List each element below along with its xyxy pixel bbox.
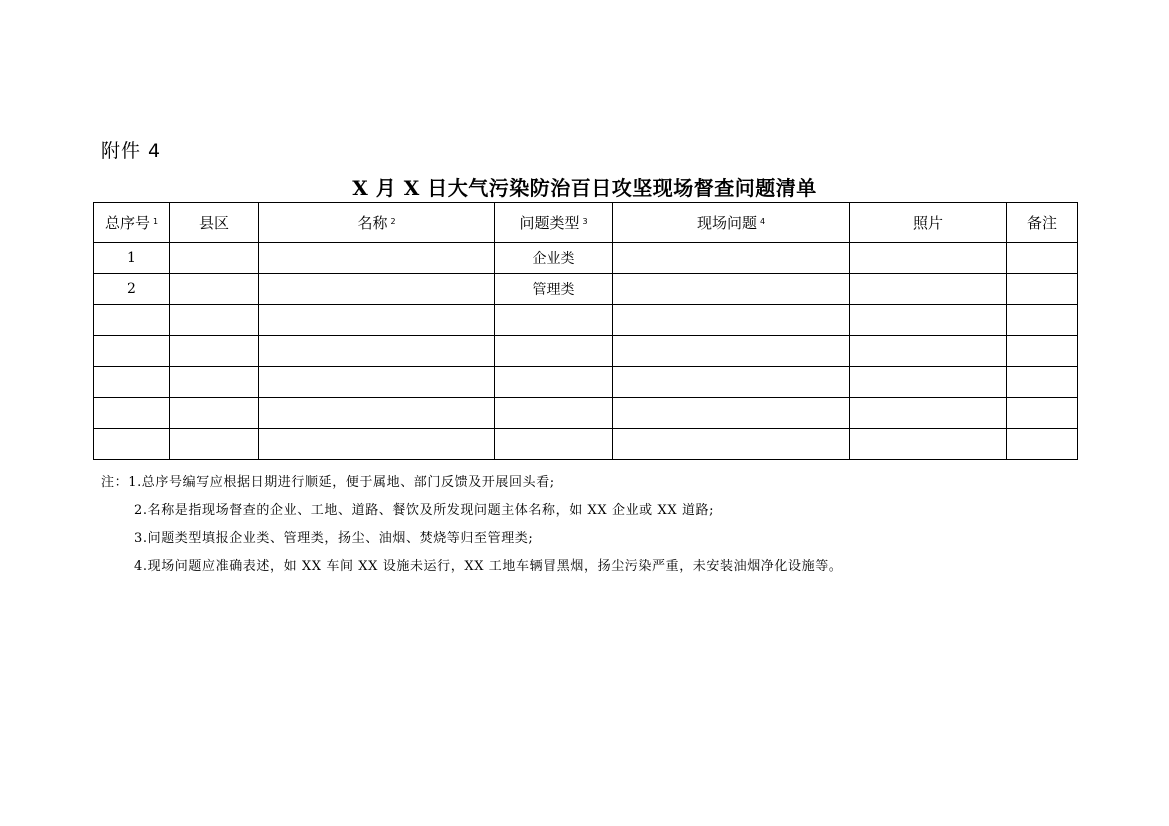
cell-issue-type[interactable]	[495, 429, 613, 460]
table-row	[94, 336, 1078, 367]
table-row	[94, 243, 1078, 274]
cell-name[interactable]	[259, 336, 495, 367]
cell-photo[interactable]	[850, 398, 1007, 429]
cell-issue-type[interactable]	[495, 305, 613, 336]
cell-remarks[interactable]	[1007, 367, 1078, 398]
cell-county[interactable]	[170, 274, 259, 305]
document-title: X 月 X 日大气污染防治百日攻坚现场督查问题清单	[352, 176, 817, 200]
cell-photo[interactable]	[850, 367, 1007, 398]
cell-county[interactable]	[170, 243, 259, 274]
cell-county[interactable]	[170, 429, 259, 460]
cell-remarks[interactable]	[1007, 305, 1078, 336]
footnote-marker: 1	[152, 217, 159, 226]
cell-serial-number[interactable]	[94, 336, 170, 367]
footnote-marker: 3	[582, 217, 588, 226]
cell-remarks[interactable]	[1007, 274, 1078, 305]
cell-issue-type[interactable]: 管理类	[495, 274, 613, 305]
cell-onsite-issue[interactable]	[613, 398, 850, 429]
cell-issue-type[interactable]	[495, 398, 613, 429]
table-row	[94, 305, 1078, 336]
cell-issue-type[interactable]	[495, 336, 613, 367]
table-header-row	[94, 203, 1078, 243]
cell-onsite-issue[interactable]	[613, 367, 850, 398]
cell-photo[interactable]	[850, 429, 1007, 460]
cell-name[interactable]	[259, 429, 495, 460]
cell-issue-type[interactable]	[495, 367, 613, 398]
cell-onsite-issue[interactable]	[613, 429, 850, 460]
attachment-label: 附件 4	[101, 140, 162, 162]
cell-county[interactable]	[170, 336, 259, 367]
notes-prefix: 注：	[101, 475, 129, 490]
cell-onsite-issue[interactable]	[613, 274, 850, 305]
header-issue-type: 问题类型 $^3$	[495, 203, 613, 243]
cell-name[interactable]	[259, 398, 495, 429]
cell-county[interactable]	[170, 305, 259, 336]
table-body	[94, 243, 1078, 460]
cell-serial-number[interactable]: 2	[94, 274, 170, 305]
note-item: 4.现场问题应准确表述，如 XX 车间 XX 设施未运行，XX 工地车辆冒黑烟，扬尘污染严重，未安装油烟净化设施等。	[134, 559, 843, 574]
cell-photo[interactable]	[850, 336, 1007, 367]
cell-serial-number[interactable]	[94, 429, 170, 460]
table-row	[94, 367, 1078, 398]
header-photo: 照片	[850, 203, 1007, 243]
table-row	[94, 398, 1078, 429]
cell-remarks[interactable]	[1007, 429, 1078, 460]
header-county: 县区	[170, 203, 259, 243]
cell-county[interactable]	[170, 367, 259, 398]
header-onsite-issue: 现场问题 $^4$	[613, 203, 850, 243]
cell-serial-number[interactable]	[94, 398, 170, 429]
cell-name[interactable]	[259, 274, 495, 305]
note-item: 3.问题类型填报企业类、管理类，扬尘、油烟、焚烧等归至管理类;	[134, 531, 534, 546]
cell-onsite-issue[interactable]	[613, 243, 850, 274]
cell-name[interactable]	[259, 243, 495, 274]
cell-photo[interactable]	[850, 274, 1007, 305]
cell-name[interactable]	[259, 305, 495, 336]
header-name: 名称 $^2$	[259, 203, 495, 243]
cell-remarks[interactable]	[1007, 336, 1078, 367]
cell-serial-number[interactable]	[94, 305, 170, 336]
cell-photo[interactable]	[850, 305, 1007, 336]
cell-serial-number[interactable]	[94, 367, 170, 398]
cell-county[interactable]	[170, 398, 259, 429]
cell-photo[interactable]	[850, 243, 1007, 274]
cell-remarks[interactable]	[1007, 398, 1078, 429]
header-serial-number: 总序号 $^1$	[94, 203, 170, 243]
footnote-marker: 4	[759, 217, 766, 226]
cell-onsite-issue[interactable]	[613, 305, 850, 336]
notes-section	[101, 469, 842, 581]
note-item: 2.名称是指现场督查的企业、工地、道路、餐饮及所发现问题主体名称，如 XX 企业或 XX 道路;	[134, 503, 715, 518]
cell-serial-number[interactable]: 1	[94, 243, 170, 274]
table-row	[94, 274, 1078, 305]
cell-name[interactable]	[259, 367, 495, 398]
cell-remarks[interactable]	[1007, 243, 1078, 274]
header-remarks: 备注	[1007, 203, 1078, 243]
issue-list-table	[93, 202, 1078, 460]
table-row	[94, 429, 1078, 460]
cell-issue-type[interactable]: 企业类	[495, 243, 613, 274]
note-item: 注：1.总序号编写应根据日期进行顺延，便于属地、部门反馈及开展回头看;	[101, 475, 555, 490]
footnote-marker: 2	[390, 217, 396, 226]
cell-onsite-issue[interactable]	[613, 336, 850, 367]
